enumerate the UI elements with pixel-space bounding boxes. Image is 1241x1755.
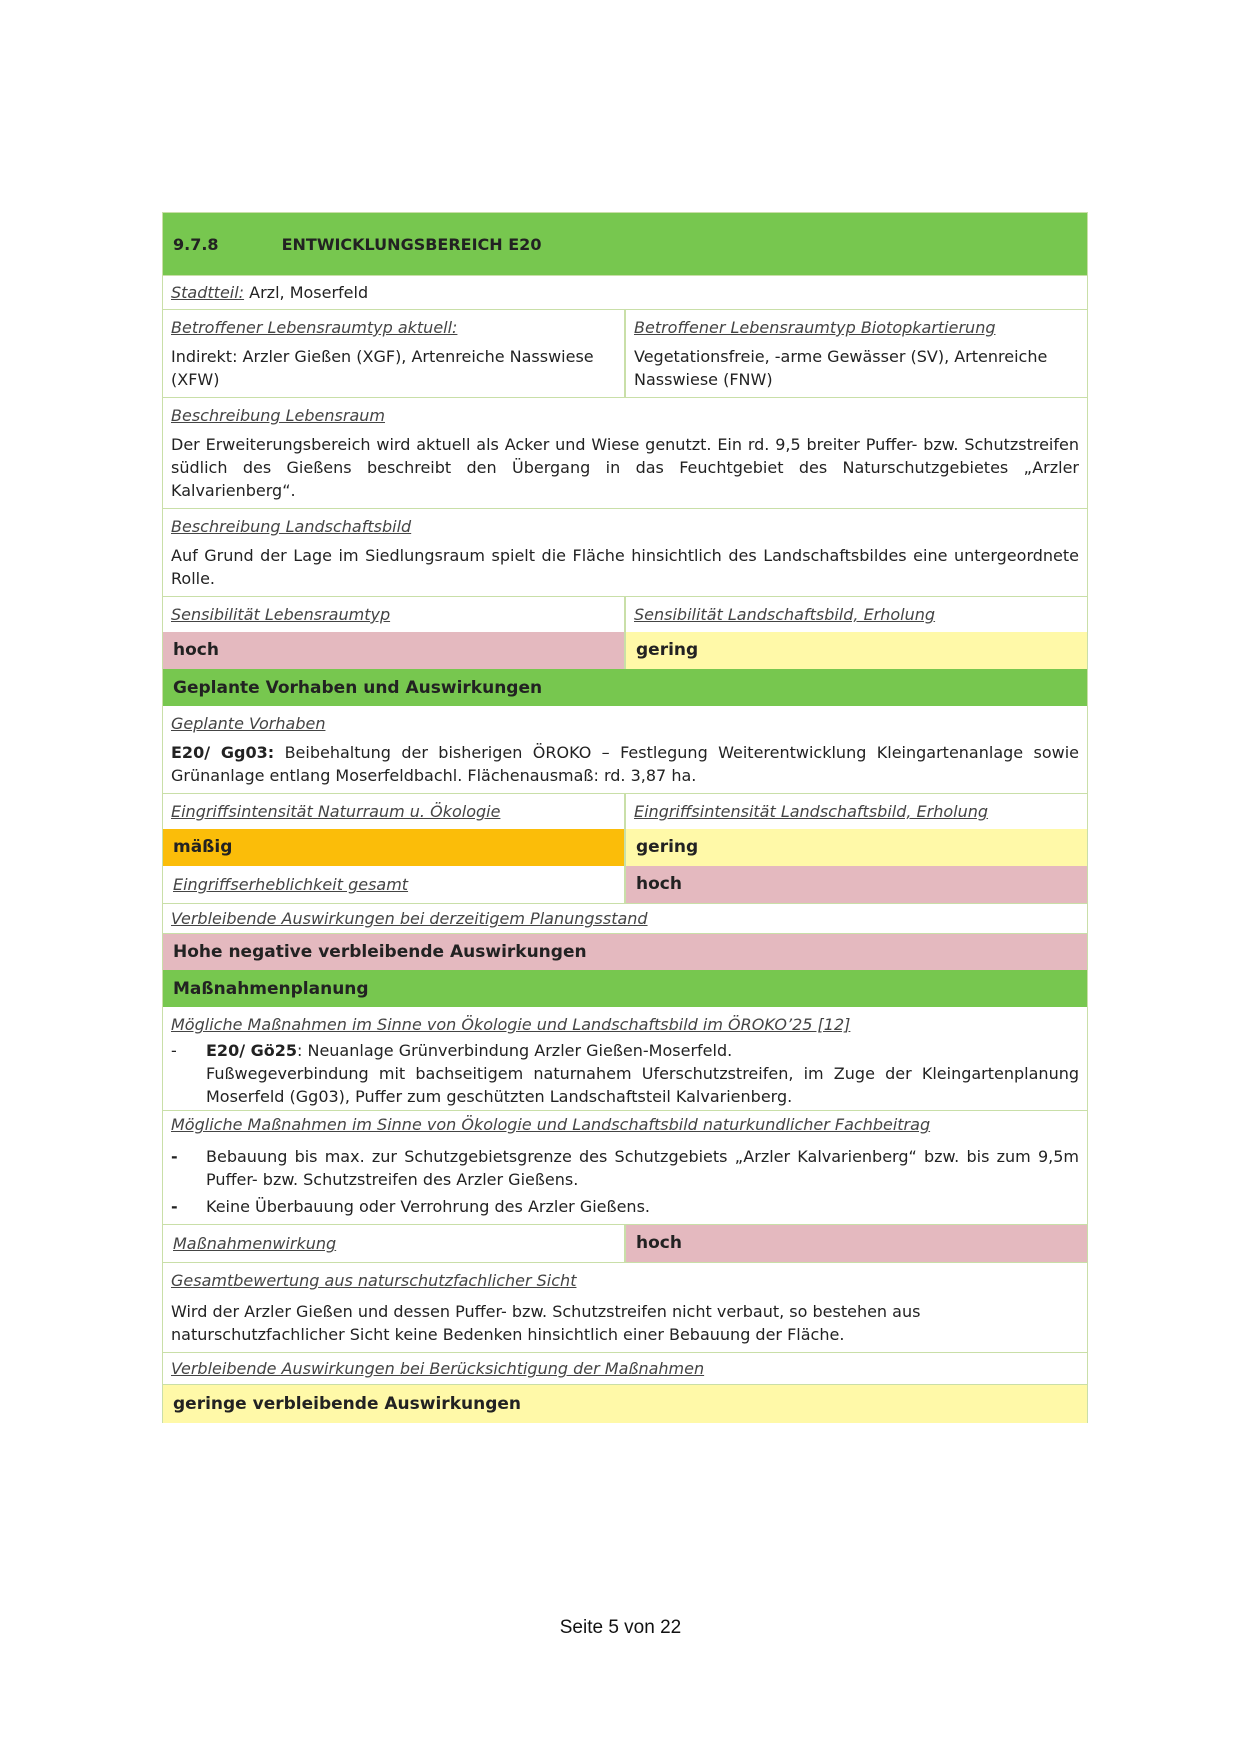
eingriff-natur-value: mäßig: [163, 829, 624, 866]
verbleibend-massnahmen-value: geringe verbleibende Auswirkungen: [163, 1384, 1087, 1423]
stadtteil-label: Stadtteil:: [171, 283, 245, 302]
verbleibend-massnahmen-label-row: [163, 1352, 1087, 1384]
geplante-vorhaben-text: Beibehaltung der bisherigen ÖROKO – Festlegung Weiterentwicklung Kleingartenanlage sowie Grünanlage entlang Moserfeldbachl. Flächenausmaß: rd. 3,87 ha.: [171, 743, 1080, 785]
eingriff-landschaft-label: Eingriffsintensität Landschaftsbild, Erholung: [634, 802, 989, 821]
verbleibend-planung-label-row: [163, 903, 1087, 933]
list-item: [171, 1039, 1079, 1108]
geplante-vorhaben-label: Geplante Vorhaben: [171, 714, 326, 733]
massnahmen-oeroko-code: E20/ Gö25: [206, 1041, 297, 1060]
lebensraum-aktuell-label: Betroffener Lebensraumtyp aktuell:: [171, 318, 458, 337]
massnahmen-fach-row: [163, 1110, 1087, 1224]
lebensraum-biotop-label: Betroffener Lebensraumtyp Biotopkartierung: [634, 318, 996, 337]
list-dash: -: [171, 1041, 177, 1060]
massnahmen-oeroko-label: Mögliche Maßnahmen im Sinne von Ökologie und Landschaftsbild im ÖROKO’25 [12]: [171, 1015, 851, 1034]
massnahmen-fach-item-2: Keine Überbauung oder Verrohrung des Arzler Gießens.: [206, 1197, 650, 1216]
sensibilitaet-landschaft-value: gering: [624, 632, 1087, 669]
gesamtbewertung-label: Gesamtbewertung aus naturschutzfachlicher Sicht: [171, 1271, 577, 1290]
eingriff-label-row: [163, 793, 1087, 829]
lebensraum-biotop-value: Vegetationsfreie, -arme Gewässer (SV), Artenreiche Nasswiese (FNW): [634, 347, 1048, 389]
eingriff-landschaft-value: gering: [624, 829, 1087, 866]
list-item: [171, 1195, 1079, 1218]
eingriff-gesamt-label: Eingriffserheblichkeit gesamt: [173, 875, 409, 894]
beschreibung-landschaftsbild-text: Auf Grund der Lage im Siedlungsraum spielt die Fläche hinsichtlich des Landschaftsbildes eine untergeordnete Rolle.: [171, 546, 1079, 588]
massnahmenwirkung-label: Maßnahmenwirkung: [173, 1234, 337, 1253]
gesamtbewertung-text: Wird der Arzler Gießen und dessen Puffer- bzw. Schutzstreifen nicht verbaut, so bestehen aus naturschutzfachlicher Sicht keine Bedenken hinsichtlich einer Bebauung der Fläche.: [171, 1302, 921, 1344]
geplante-vorhaben-row: [163, 706, 1087, 793]
beschreibung-landschaftsbild-row: [163, 508, 1087, 596]
sensibilitaet-lebensraum-label: Sensibilität Lebensraumtyp: [171, 605, 391, 624]
eingriff-value-row: [163, 829, 1087, 866]
section-title: ENTWICKLUNGSBEREICH E20: [281, 234, 542, 254]
massnahmen-header: Maßnahmenplanung: [163, 970, 1087, 1007]
beschreibung-landschaftsbild-label: Beschreibung Landschaftsbild: [171, 517, 412, 536]
development-area-table: [162, 212, 1088, 1423]
lebensraum-biotop-cell: [624, 310, 1087, 397]
geplante-header: Geplante Vorhaben und Auswirkungen: [163, 669, 1087, 706]
page-footer: Seite 5 von 22: [559, 1617, 682, 1638]
list-dash: -: [171, 1147, 178, 1166]
verbleibend-planung-label: Verbleibende Auswirkungen bei derzeitigem Planungsstand: [171, 909, 648, 928]
massnahmenwirkung-row: [163, 1224, 1087, 1262]
eingriff-gesamt-value: hoch: [624, 866, 1087, 903]
eingriff-gesamt-row: [163, 866, 1087, 903]
verbleibend-massnahmen-label: Verbleibende Auswirkungen bei Berücksichtigung der Maßnahmen: [171, 1359, 705, 1378]
gesamtbewertung-row: [163, 1262, 1087, 1352]
list-item: [171, 1145, 1079, 1191]
section-header: [163, 213, 1087, 275]
beschreibung-lebensraum-row: [163, 397, 1087, 508]
sensibilitaet-landschaft-label: Sensibilität Landschaftsbild, Erholung: [634, 605, 936, 624]
massnahmen-fach-label: Mögliche Maßnahmen im Sinne von Ökologie und Landschaftsbild naturkundlicher Fachbeitrag: [171, 1115, 931, 1134]
beschreibung-lebensraum-text: Der Erweiterungsbereich wird aktuell als Acker und Wiese genutzt. Ein rd. 9,5 breiter Puffer- bzw. Schutzstreifen südlich des Gießens beschreibt den Übergang in das Feuchtgebiet des Naturschutzgebietes „Arzler Kalvarienberg“.: [171, 435, 1079, 500]
stadtteil-value: Arzl, Moserfeld: [244, 283, 369, 302]
beschreibung-lebensraum-label: Beschreibung Lebensraum: [171, 406, 385, 425]
lebensraum-aktuell-value: Indirekt: Arzler Gießen (XGF), Artenreiche Nasswiese (XFW): [171, 347, 594, 389]
massnahmen-oeroko-line1: : Neuanlage Grünverbindung Arzler Gießen-Moserfeld.: [297, 1041, 733, 1060]
massnahmen-fach-item-1: Bebauung bis max. zur Schutzgebietsgrenze des Schutzgebiets „Arzler Kalvarienberg“ bzw. bis zum 9,5m Puffer- bzw. Schutzstreifen des Arzler Gießens.: [206, 1147, 1079, 1189]
sensibilitaet-lebensraum-value: hoch: [163, 632, 624, 669]
massnahmen-oeroko-row: [163, 1007, 1087, 1110]
sensibilitaet-value-row: [163, 632, 1087, 669]
verbleibend-planung-value: Hohe negative verbleibende Auswirkungen: [163, 933, 1087, 970]
sensibilitaet-label-row: [163, 596, 1087, 632]
massnahmenwirkung-value: hoch: [624, 1225, 1087, 1262]
section-number: 9.7.8: [173, 234, 219, 254]
eingriff-natur-label: Eingriffsintensität Naturraum u. Ökologie: [171, 802, 501, 821]
lebensraumtyp-row: [163, 309, 1087, 397]
geplante-vorhaben-code: E20/ Gg03:: [171, 743, 275, 762]
list-dash: -: [171, 1197, 178, 1216]
stadtteil-row: [163, 275, 1087, 309]
lebensraum-aktuell-cell: [163, 310, 624, 397]
massnahmen-oeroko-line2: Fußwegeverbindung mit bachseitigem naturnahem Uferschutzstreifen, im Zuge der Kleingartenplanung Moserfeld (Gg03), Puffer zum geschützten Landschaftsteil Kalvarienberg.: [206, 1064, 1079, 1106]
